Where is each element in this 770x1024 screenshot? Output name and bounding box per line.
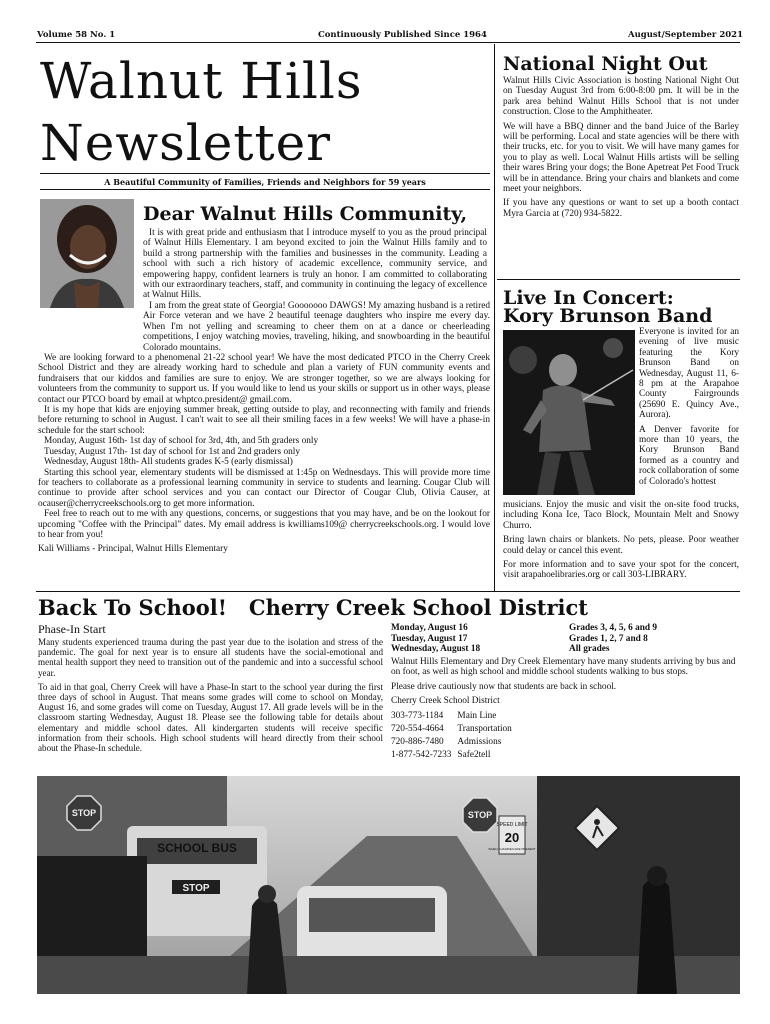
masthead	[40, 50, 490, 174]
letter-signature: Kali Williams - Principal, Walnut Hills Elementary	[38, 544, 228, 555]
tagline: A Beautiful Community of Families, Friends and Neighbors for 59 years	[104, 177, 426, 187]
concert-side-text	[639, 327, 739, 491]
schedule-row	[391, 623, 731, 634]
night-out-body	[503, 76, 739, 223]
letter-paragraph-4: It is my hope that kids are enjoying summer break, getting outside to play, and reconnecting with family and friends before returning to school in August. I can't wait to see all their smiling faces in a few weeks! We will have a phase-in schedule for the start school:	[38, 405, 490, 436]
stop-sign-right: STOP	[467, 810, 493, 820]
contact-phone: 720-886-7480	[391, 736, 444, 747]
letter-paragraph-5: Starting this school year, elementary students will be dismissed at 1:45p on Wednesdays. This will provide more time for teachers to collaborate as a professional learning community in service to students and learning. Cougar Club will continue to provide after school services and you can contact our Director of Cougar Club, Olivia Causer, at ocauser@cherrycreekschools.org to get more information.	[38, 467, 490, 509]
concert-title-line-1: Live In Concert:	[503, 287, 674, 309]
school-left-text	[38, 637, 383, 757]
school-right-text	[391, 657, 738, 763]
bus-stop-label: STOP	[182, 883, 210, 894]
speed-limit-number: 20	[504, 830, 520, 845]
schedule-line-2: Tuesday, August 17th- 1st day of school for 1st and 2nd graders only	[44, 446, 300, 457]
night-out-paragraph-3: If you have any questions or want to set up a booth contact Myra Garcia at (720) 934-5822.	[503, 198, 739, 219]
street-photo	[37, 776, 740, 994]
schedule-grades: Grades 1, 2, 7 and 8	[569, 633, 648, 644]
letter-paragraph-6: Feel free to reach out to me with any questions, concerns, or suggestions that you may have, and be on the lookout for upcoming "Coffee with the Principal" dates. My email address is kwilliams109@ cherrycreekschools.org. I would love to hear from you!	[38, 509, 490, 540]
contact-row	[391, 750, 518, 763]
contact-label: Safe2tell	[457, 749, 491, 760]
published-label: Continuously Published Since 1964	[318, 30, 487, 40]
concert-side-paragraph-2: A Denver favorite for more than 10 years, the Kory Brunson Band formed as a country and rock collaboration of some of Colorado's hottest	[639, 424, 739, 487]
letter-body	[38, 301, 490, 555]
section-rule	[36, 591, 740, 592]
district-contacts	[391, 711, 518, 763]
school-paragraph-2: To aid in that goal, Cherry Creek will have a Phase-In start to the school year during the first three days of school in August. That means some grades will come to school on Monday, August 16, and some grades will come on Tuesday, August 17. All grade levels will be in the classroom starting Wednesday, August 18. Please see the following table for details about elementary and middle school dates. All kindergarten students will receive specific information from their schools. High school students will heard directly from their school about the Phase-In schedule.	[38, 681, 383, 754]
concert-paragraph-1: musicians. Enjoy the music and visit the on-site food trucks, including Kona Ice, Taco Block, Mountain Melt and Snowy Churro.	[503, 500, 739, 531]
letter-paragraph-1: It is with great pride and enthusiasm that I introduce myself to you as the proud principal of Walnut Hills Elementary. I am beyond excited to join the Walnut Hills family and to build a strong partnership with the families and businesses in the community. Leading a school with such a rich history of academic excellence, community service, and empowering happy, confident learners is truly an honor. I am committed to collaborating with our extraordinary teachers, staff, and community in continuing the legacy of excellence at Walnut Hills.	[143, 228, 487, 301]
letter-paragraph-3: We are looking forward to a phenomenal 21-22 school year! We have the most dedicated PTCO in the Cherry Creek School District and they are already working hard to schedule and plan a variety of FUN community events and fundraisers that our kiddos and families are sure to enjoy. We are stronger together, so we are always looking for volunteers from the community to support us. If you would like to lend us your skills or support us in other ways, please contact our PTCO board by email at whptco.president@ gmail.com.	[38, 353, 490, 405]
district-name: Cherry Creek School District	[391, 696, 500, 707]
schedule-row	[391, 634, 731, 645]
night-out-paragraph-1: Walnut Hills Civic Association is hosting National Night Out on Tuesday August 3rd from 6:00-8:00 pm. It will be in the park area behind Walnut Hills School that is not under construction. Close to the Amphitheater.	[503, 76, 739, 118]
night-out-title: National Night Out	[503, 53, 708, 75]
concert-paragraph-3: For more information and to save your spot for the concert, visit arapahoelibraries.org or call 303-LIBRARY.	[503, 560, 739, 581]
contact-label: Main Line	[457, 710, 497, 721]
concert-side-paragraph-1: Everyone is invited for an evening of live music featuring the Kory Brunson Band on Wednesday, August 11, 6-8 pm at the Arapahoe County Fairgrounds (25690 E. Quincy Ave., Aurora).	[639, 327, 739, 421]
school-title: Back To School! Cherry Creek School District	[38, 595, 589, 620]
concert-photo	[503, 330, 635, 495]
stop-sign-left: STOP	[71, 808, 97, 818]
schedule-grades: Grades 3, 4, 5, 6 and 9	[569, 623, 658, 633]
schedule-day: Tuesday, August 17	[391, 633, 468, 644]
masthead-line-1: Walnut Hills	[40, 52, 363, 110]
contact-row	[391, 737, 518, 750]
contact-row	[391, 724, 518, 737]
volume-label: Volume 58 No. 1	[37, 30, 116, 40]
schedule-day: Monday, August 16	[391, 623, 468, 633]
night-out-paragraph-2: We will have a BBQ dinner and the band Juice of the Barley will be performing. Local and state agencies will be there with their trucks, etc. for you to visit. We will have many games for you to play as well. Local Walnut Hills artists will be selling their wares Bring your dogs; the Bone Apetreat Pet Food Truck will be in attendance. Bring your chairs and blankets and come meet your neighbors.	[503, 121, 739, 195]
contact-label: Transportation	[457, 723, 512, 734]
speed-limit-top: SPEED LIMIT	[496, 822, 528, 828]
contact-phone: 1-877-542-7233	[391, 749, 452, 760]
concert-title	[503, 289, 741, 325]
schedule-row	[391, 644, 731, 655]
speed-limit-bottom: WHEN CHILDREN ARE PRESENT	[488, 847, 536, 851]
schedule-line-1: Monday, August 16th- 1st day of school for 3rd, 4th, and 5th graders only	[44, 436, 319, 447]
letter-title: Dear Walnut Hills Community,	[143, 203, 468, 225]
schedule-grades: All grades	[569, 644, 610, 654]
contact-row	[391, 711, 518, 724]
school-right-paragraph-1: Walnut Hills Elementary and Dry Creek Elementary have many students arriving by bus and on foot, as well as high school and middle school students walking to bus stops.	[391, 657, 736, 678]
header-rule	[36, 42, 740, 43]
principal-photo	[40, 199, 134, 308]
school-subtitle: Phase-In Start	[38, 622, 106, 636]
masthead-line-2: Newsletter	[40, 114, 332, 172]
phase-in-schedule	[391, 623, 741, 655]
concert-title-line-2: Kory Brunson Band	[503, 305, 713, 327]
masthead-rule	[40, 173, 490, 174]
letter-paragraph-2: I am from the great state of Georgia! Gooooooo DAWGS! My amazing husband is a retired Air Force veteran and we have 2 beautiful teenage daughters who inspire me every day. When I'm not yelling and screaming to cheer them on at a dance or cheerleading competitions, I enjoy watching movies, traveling, hiking, and snowboarding in the beautiful Colorado mountains.	[143, 301, 490, 353]
concert-body	[503, 500, 739, 585]
contact-label: Admissions	[457, 736, 502, 747]
school-right-paragraph-2: Please drive cautiously now that students are back in school.	[391, 681, 617, 692]
letter-intro	[143, 228, 487, 301]
principal-portrait-image	[40, 199, 134, 308]
bus-sign: SCHOOL BUS	[157, 841, 237, 855]
contact-phone: 303-773-1184	[391, 710, 444, 721]
tagline-rule	[40, 189, 490, 190]
phase-in-table	[391, 623, 731, 655]
contact-phone: 720-554-4664	[391, 723, 444, 734]
night-out-rule	[497, 279, 740, 280]
schedule-day: Wednesday, August 18	[391, 644, 481, 654]
column-divider	[494, 44, 495, 591]
concert-paragraph-2: Bring lawn chairs or blankets. No pets, please. Poor weather could delay or cancel this event.	[503, 535, 739, 556]
issue-date: August/September 2021	[628, 30, 743, 40]
schedule-line-3: Wednesday, August 18th- All students grades K-5 (early dismissal)	[44, 457, 293, 468]
school-street-image	[37, 776, 740, 994]
school-paragraph-1: Many students experienced trauma during the past year due to the isolation and stress of the pandemic. The goal for next year is to ensure all students have the social-emotional and mental health support they need to transition out of the pandemic and into a successful school year.	[38, 637, 383, 678]
concert-singer-image	[503, 330, 635, 495]
